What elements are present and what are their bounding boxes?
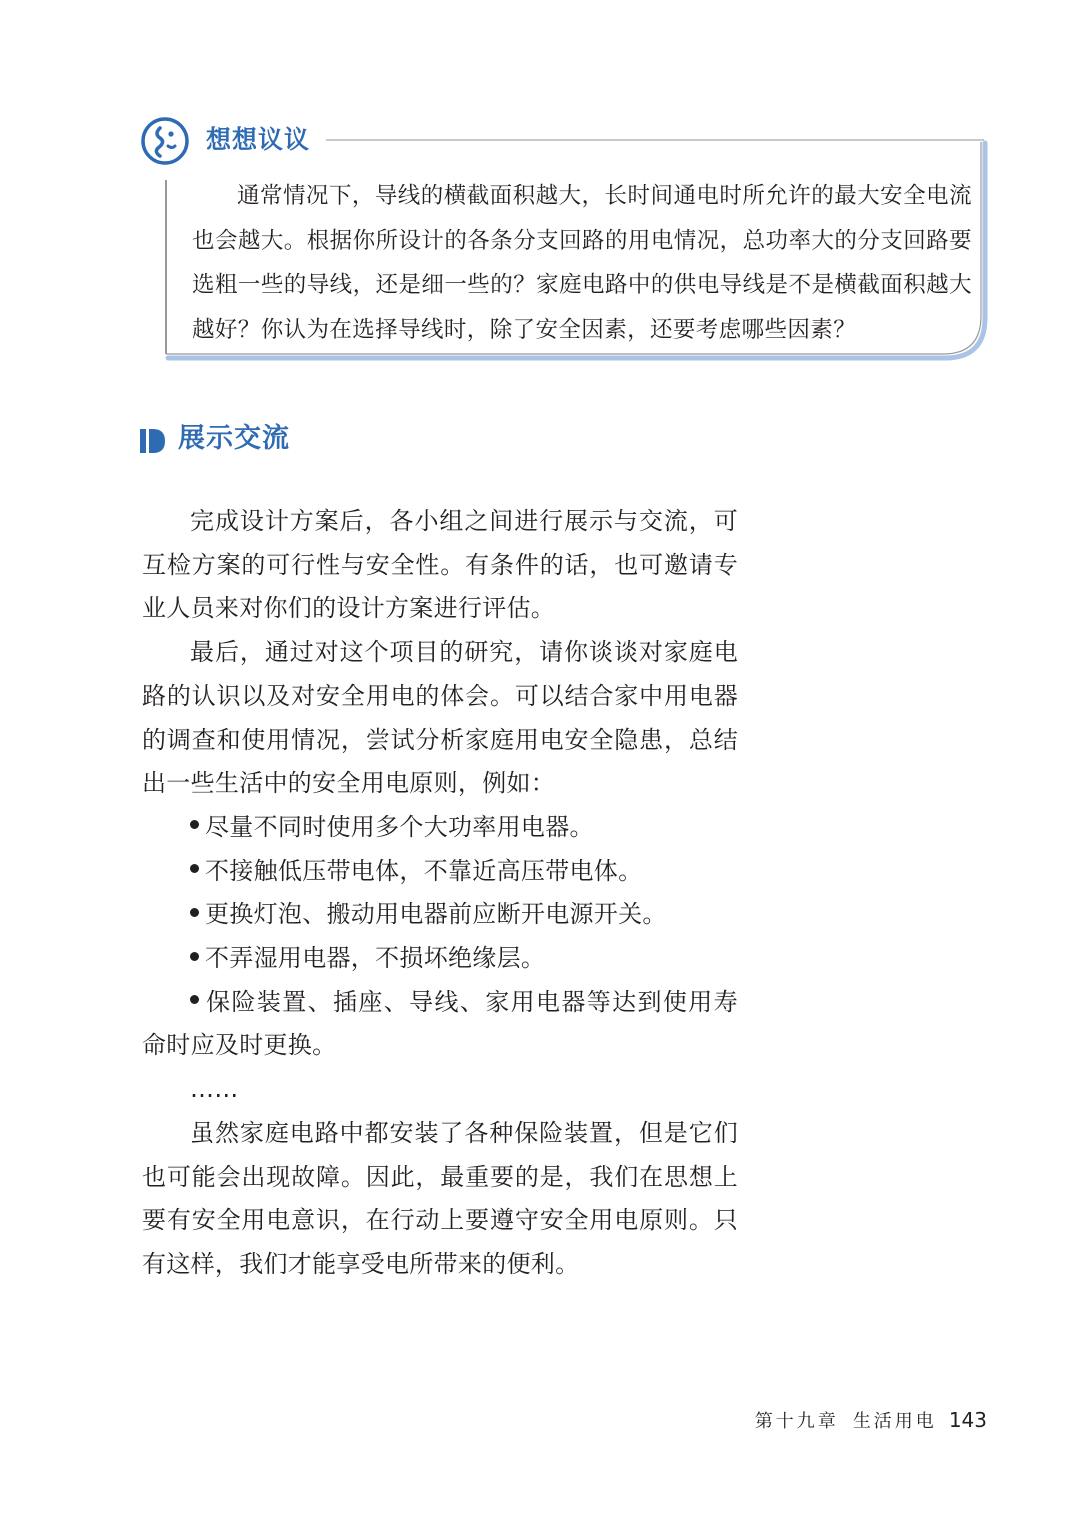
bullet-text: 尽量不同时使用多个大功率用电器。 — [205, 812, 594, 841]
bullet-text: 不弄湿用电器，不损坏绝缘层。 — [205, 944, 546, 973]
bullet-dot-icon — [190, 820, 199, 829]
bullet-text: 保险装置、插座、导线、家用电器等达到使用寿命时应及时更换。 — [142, 987, 738, 1060]
footer-chapter-name: 生活用电 — [852, 1411, 937, 1432]
bullet-item — [142, 850, 738, 894]
bullet-dot-icon — [190, 908, 199, 917]
footer-chapter: 第十九章 — [754, 1411, 839, 1432]
bullet-dot-icon — [190, 864, 199, 873]
bullet-text: 更换灯泡、搬动用电器前应断开电源开关。 — [205, 900, 667, 929]
think-box-title: 想想议议 — [206, 125, 311, 154]
paragraph: 最后，通过对这个项目的研究，请你谈谈对家庭电路的认识以及对安全用电的体会。可以结合家中用电器的调查和使用情况，尝试分析家庭用电安全隐患，总结出一些生活中的安全用电原则，例如： — [142, 638, 738, 798]
bullet-text: 不接触低压带电体，不靠近高压带电体。 — [205, 856, 643, 885]
bullet-item — [142, 893, 738, 937]
bullet-dot-icon — [190, 952, 199, 961]
bullet-item — [142, 981, 738, 1068]
think-box-text: 通常情况下，导线的横截面积越大，长时间通电时所允许的最大安全电流也会越大。根据你所设计的各条分支回路的用电情况，总功率大的分支回路要选粗一些的导线，还是细一些的？家庭电路中的供电导线是不是横截面积越大越好？你认为在选择导线时，除了安全因素，还要考虑哪些因素？ — [192, 183, 972, 343]
ellipsis: …… — [190, 1075, 239, 1104]
page-number: 143 — [948, 1408, 987, 1432]
section-title: 展示交流 — [178, 423, 290, 454]
paragraph: 虽然家庭电路中都安装了各种保险装置，但是它们也可能会出现故障。因此，最重要的是，我们在思想上要有安全用电意识，在行动上要遵守安全用电原则。只有这样，我们才能享受电所带来的便利。 — [142, 1118, 738, 1278]
bullet-dot-icon — [190, 995, 199, 1004]
bullet-item — [142, 806, 738, 850]
main-text — [142, 500, 738, 1287]
think-discuss-icon — [140, 116, 190, 166]
section-marker-icon — [140, 428, 166, 454]
paragraph: 完成设计方案后，各小组之间进行展示与交流，可互检方案的可行性与安全性。有条件的话，也可邀请专业人员来对你们的设计方案进行评估。 — [142, 507, 738, 623]
page-footer — [755, 1405, 987, 1437]
bullet-item — [142, 937, 738, 981]
